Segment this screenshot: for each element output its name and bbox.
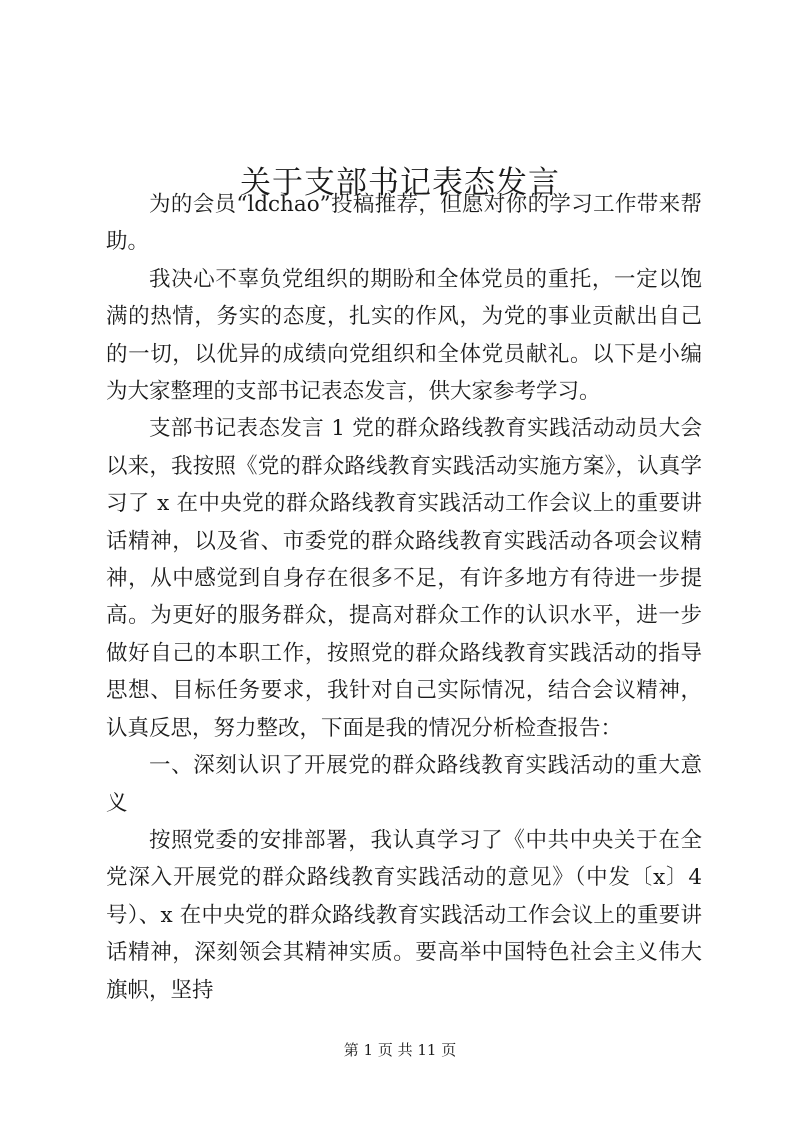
paragraph-pledge: 我决心不辜负党组织的期盼和全体党员的重托，一定以饱满的热情，务实的态度，扎实的作风，为党的事业贡献出自己的一切，以优异的成绩向党组织和全体党员献礼。以下是小编为大家整理的支部书记表态发言，供大家参考学习。 — [106, 266, 702, 405]
section-heading-1: 一、深刻认识了开展党的群众路线教育实践活动的重大意义 — [106, 753, 702, 816]
paragraph-study: 按照党委的安排部署，我认真学习了《中共中央关于在全党深入开展党的群众路线教育实践活动的意见》（中发〔x〕4 号）、x 在中央党的群众路线教育实践活动工作会议上的重要讲话精神，深刻领会其精神实质。要高举中国特色社会主义伟大旗帜，坚持 — [106, 827, 702, 1003]
document-body — [106, 186, 702, 1009]
paragraph-speech-1: 支部书记表态发言 1 党的群众路线教育实践活动动员大会以来，我按照《党的群众路线教育实践活动实施方案》，认真学习了 x 在中央党的群众路线教育实践活动工作会议上的重要讲话精神，以及省、市委党的群众路线教育实践活动各项会议精神，从中感觉到自身存在很多不足，有许多地方有待进一步提高。为更好的服务群众，提高对群众工作的认识水平，进一步做好自己的本职工作，按照党的群众路线教育实践活动的指导思想、目标任务要求，我针对自己实际情况，结合会议精神，认真反思，努力整改，下面是我的情况分析检查报告： — [106, 416, 702, 741]
document-title: 关于支部书记表态发言 — [240, 164, 560, 201]
page-number-footer: 第 1 页 共 11 页 — [343, 1041, 457, 1059]
paragraph-intro: 为的会员“ldchao”投稿推荐，但愿对你的学习工作带来帮助。 — [106, 192, 702, 255]
